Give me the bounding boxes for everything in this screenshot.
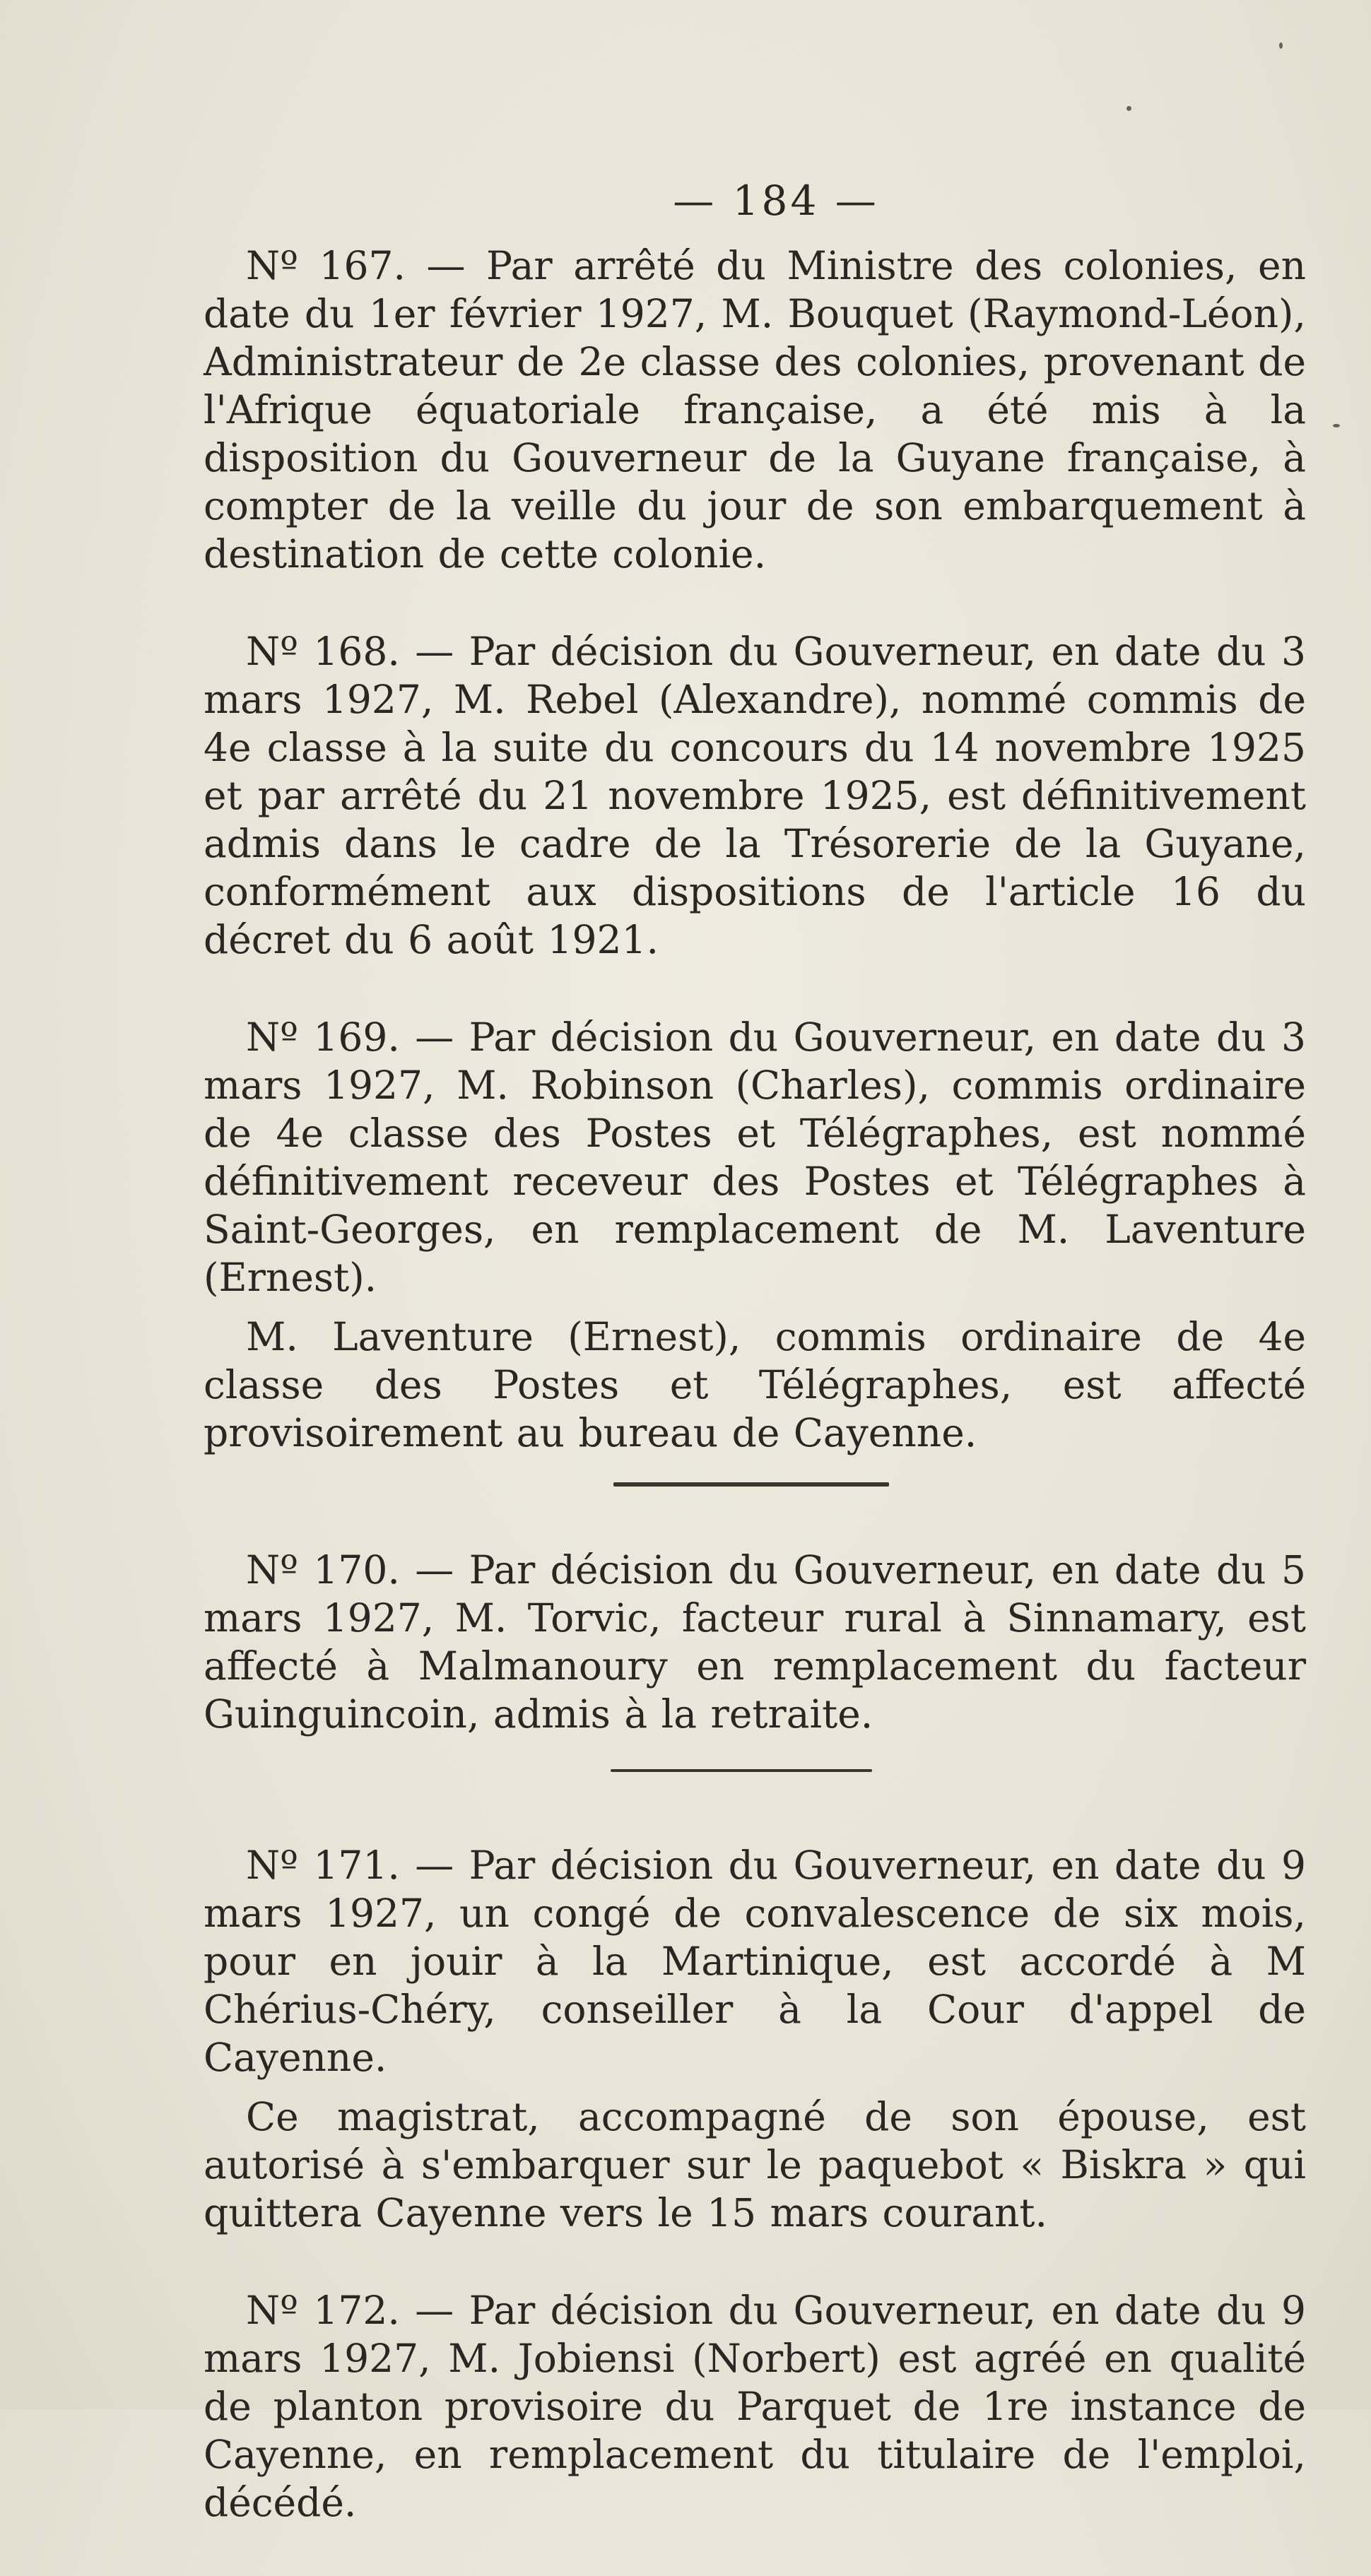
entry-171-text: Nº 171. — Par décision du Gouverneur, en date du 9 mars 1927, un congé de convalescence de six mois, pour en jouir à la Martinique, est accordé à M Chérius-Chéry, conseiller à la Cour d'appel de Cayenne. [204,1843,1306,2080]
entry-167-text: Nº 167. — Par arrêté du Ministre des colonies, en date du 1er février 1927, M. Bouquet (Raymond-Léon), Administrateur de 2e classe des colonies, provenant de l'Afrique équatoriale française, a été mis à la disposition du Gouverneur de la Guyane française, à compter de la veille du jour de son embarquement à destination de cette colonie. [204,243,1306,577]
entry-169 [204,1013,1306,1457]
paper-speck [1126,106,1131,111]
entry-171 [204,1841,1306,2237]
separator-rule [611,1769,872,1772]
separator-rule [613,1482,889,1487]
page-number: — 184 — [673,177,879,225]
entry-169-text: Nº 169. — Par décision du Gouverneur, en date du 3 mars 1927, M. Robinson (Charles), commis ordinaire de 4e classe des Postes et Télégraphes, est nommé définitivement receveur des Postes et Télégraphes à Saint-Georges, en remplacement de M. Laventure (Ernest). [204,1015,1306,1300]
entry-172 [204,2286,1306,2527]
entry-168-text: Nº 168. — Par décision du Gouverneur, en date du 3 mars 1927, M. Rebel (Alexandre), nommé commis de 4e classe à la suite du concours du 14 novembre 1925 et par arrêté du 21 novembre 1925, est définitivement admis dans le cadre de la Trésorerie de la Guyane, conformément aux dispositions de l'article 16 du décret du 6 août 1921. [204,629,1306,962]
document-page [204,177,1306,2576]
entry-168 [204,627,1306,964]
entry-169-text-continued: M. Laventure (Ernest), commis ordinaire de 4e classe des Postes et Télégraphes, est affecté provisoirement au bureau de Cayenne. [204,1314,1306,1455]
entry-171-text-continued: Ce magistrat, accompagné de son épouse, est autorisé à s'embarquer sur le paquebot « Biskra » qui quittera Cayenne vers le 15 mars courant. [204,2094,1306,2235]
paper-speck [1333,424,1340,427]
paper-speck [1279,42,1283,49]
entry-172-text: Nº 172. — Par décision du Gouverneur, en date du 9 mars 1927, M. Jobiensi (Norbert) est agréé en qualité de planton provisoire du Parquet de 1re instance de Cayenne, en remplacement du titulaire de l'emploi, décédé. [204,2288,1306,2525]
entry-170 [204,1546,1306,1738]
entry-170-text: Nº 170. — Par décision du Gouverneur, en date du 5 mars 1927, M. Torvic, facteur rural à Sinnamary, est affecté à Malmanoury en remplacement du facteur Guinguincoin, admis à la retraite. [204,1547,1306,1737]
entry-167 [204,242,1306,578]
